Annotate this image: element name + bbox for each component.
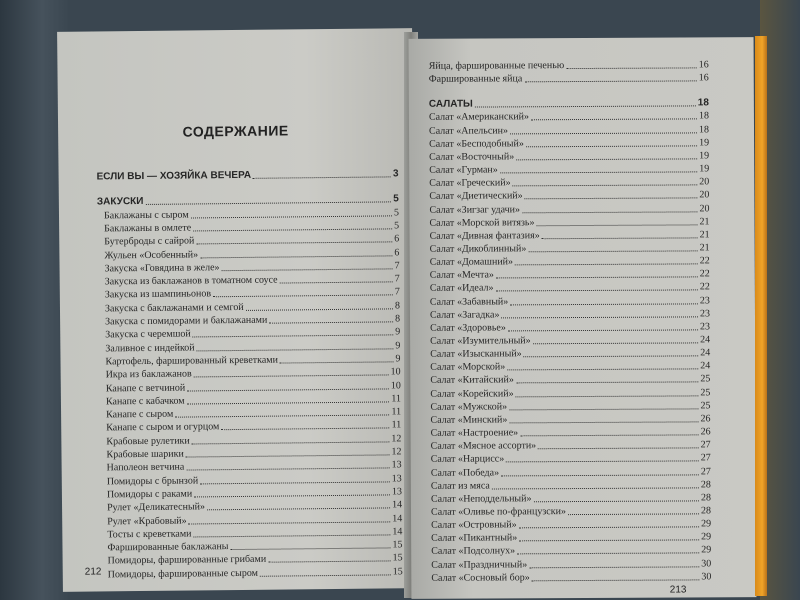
toc-entry-row [431, 505, 711, 518]
toc-entry-page: 13 [391, 486, 402, 498]
toc-entry-title: Салат «Домашний» [429, 256, 514, 268]
toc-entry-title: Закуска из шампиньонов [104, 288, 212, 301]
toc-entry-page: 12 [391, 432, 402, 445]
toc-leader-dots [515, 263, 698, 265]
toc-entry-row [430, 400, 710, 413]
toc-entry-row [429, 72, 709, 85]
toc-entry-title: Салат «Загадка» [429, 309, 500, 321]
toc-section-row [429, 98, 709, 111]
toc-entry-title: Салат «Американский» [428, 111, 530, 124]
toc-entry-page: 7 [394, 273, 400, 285]
toc-entry-page: 18 [698, 110, 709, 122]
toc-entry-title: Салат «Изысканный» [430, 348, 522, 360]
toc-entry-title: Салат «Мясное ассорти» [430, 440, 537, 452]
toc-entry-title: Закуска из баклажанов в томатном соусе [104, 274, 278, 288]
toc-entry-row [430, 321, 710, 334]
toc-leader-dots [506, 461, 699, 463]
toc-entry-row [431, 545, 711, 558]
toc-leader-dots [200, 255, 392, 258]
toc-entry-title: САЛАТЫ [428, 98, 473, 111]
toc-entry-title: Фаршированные баклажаны [107, 541, 229, 554]
toc-entry-row [431, 426, 711, 439]
toc-entry-page: 19 [699, 163, 710, 175]
toc-entry-page: 27 [700, 465, 711, 477]
toc-leader-dots [501, 316, 698, 318]
toc-entry-row [431, 466, 711, 479]
toc-entry-title: Канапе с кабачком [105, 395, 185, 408]
toc-leader-dots [213, 295, 393, 298]
toc-leader-dots [529, 566, 699, 568]
toc-entry-title: Салат «Победа» [430, 466, 500, 479]
right-page [409, 37, 757, 599]
toc-leader-dots [516, 158, 697, 160]
toc-leader-dots [533, 342, 698, 344]
toc-leader-dots [516, 382, 698, 384]
toc-leader-dots [186, 454, 390, 457]
toc-entry-title: Помидоры, фаршированные грибами [107, 554, 267, 567]
toc-entry-row [430, 374, 710, 387]
toc-leader-dots [532, 579, 700, 581]
toc-entry-row [431, 492, 711, 505]
toc-entry-row [429, 124, 709, 137]
toc-entry-title: Салат из мяса [430, 480, 490, 492]
toc-leader-dots [260, 574, 391, 576]
toc-entry-title: Салат «Сосновый бор» [431, 571, 530, 584]
toc-entry-row [430, 295, 710, 308]
toc-leader-dots [492, 487, 699, 489]
toc-entry-page: 23 [699, 294, 710, 306]
toc-entry-page: 21 [699, 215, 710, 228]
toc-entry-title: Салат «Мужской» [430, 401, 508, 413]
toc-entry-title: Салат «Забавный» [429, 295, 509, 308]
toc-entry-row [430, 347, 710, 360]
toc-section-row [97, 168, 399, 183]
toc-leader-dots [193, 228, 392, 231]
toc-entry-page: 29 [701, 544, 712, 556]
toc-leader-dots [519, 526, 699, 528]
toc-entry-page: 28 [700, 492, 711, 504]
toc-leader-dots [197, 348, 394, 351]
toc-entry-title: Закуска с помидорами и баклажанами [105, 314, 268, 328]
toc-entry-row [430, 282, 710, 295]
toc-leader-dots [568, 513, 699, 515]
toc-entry-page: 21 [699, 242, 710, 254]
toc-entry-title: Салат «Зигзаг удачи» [429, 203, 521, 216]
toc-leader-dots [510, 303, 698, 305]
toc-entry-title: Закуска «Говядина в желе» [104, 261, 220, 275]
book-cover-edge [755, 36, 767, 596]
toc-leader-dots [510, 132, 697, 134]
toc-leader-dots [145, 202, 391, 206]
toc-entry-title: Канапе с ветчиной [105, 382, 186, 394]
toc-entry-page: 15 [392, 539, 403, 551]
toc-entry-page: 5 [394, 220, 400, 232]
toc-leader-dots [519, 540, 699, 542]
toc-entry-page: 11 [391, 393, 401, 405]
toc-entry-title: Баклажаны с сыром [103, 209, 189, 221]
toc-entry-title: Канапе с сыром и огурцом [106, 421, 220, 434]
toc-entry-page: 14 [392, 526, 403, 538]
toc-entry-page: 9 [395, 339, 401, 351]
toc-entry-title: Салат «Морской» [430, 361, 506, 374]
toc-entry-row [429, 111, 709, 124]
toc-entry-page: 23 [699, 308, 711, 320]
toc-entry-title: Салат «Подсолнух» [431, 545, 516, 558]
toc-entry-title: Наполеон ветчина [106, 461, 185, 474]
toc-entry-title: Салат «Морской витязь» [429, 216, 535, 229]
toc-leader-dots [524, 81, 696, 83]
toc-entry-page: 25 [700, 386, 711, 398]
toc-entry-page: 29 [701, 518, 712, 530]
toc-entry-page: 10 [390, 379, 401, 391]
toc-entry-title: Салат «Греческий» [429, 177, 511, 189]
toc-entry-title: Салат «Дикоблинный» [429, 243, 527, 255]
toc-entry-row [429, 203, 709, 216]
toc-leader-dots [522, 211, 697, 213]
toc-entry-page: 21 [699, 229, 710, 241]
toc-entry-row [431, 413, 711, 426]
toc-entry-title: Салат «Восточный» [429, 151, 515, 163]
toc-entry-title: Икра из баклажанов [105, 368, 192, 381]
toc-entry-page: 28 [700, 478, 711, 491]
toc-leader-dots [221, 428, 389, 431]
toc-entry-page: 24 [700, 360, 711, 372]
toc-leader-dots [193, 335, 394, 338]
toc-entry-page: 22 [699, 255, 710, 267]
toc-leader-dots [509, 421, 698, 423]
toc-entry-title: Фаршированные яйца [428, 73, 523, 85]
toc-entry-page: 13 [391, 459, 402, 471]
toc-entry-page: 18 [697, 97, 709, 109]
toc-leader-dots [531, 119, 697, 121]
toc-entry-page: 30 [701, 557, 712, 569]
toc-leader-dots [501, 474, 699, 476]
toc-entry-title: Помидоры, фаршированные сыром [107, 567, 258, 581]
toc-leader-dots [525, 198, 698, 200]
toc-entry-row [429, 59, 709, 72]
page-number-right: 213 [669, 584, 687, 596]
toc-leader-dots [517, 553, 699, 555]
toc-entry-page: 22 [699, 281, 710, 293]
toc-entry-title: Помидоры с брынзой [106, 475, 199, 487]
toc-leader-dots [280, 281, 393, 283]
toc-leader-dots [246, 308, 393, 311]
toc-entry-row [430, 242, 710, 255]
toc-entry-page: 28 [700, 505, 712, 517]
toc-leader-dots [538, 448, 699, 450]
toc-entry-page: 26 [700, 426, 711, 438]
toc-entry-title: Салат «Диетический» [429, 190, 523, 203]
toc-entry-title: Салат «Неподдельный» [430, 493, 532, 505]
toc-entry-page: 20 [699, 202, 710, 214]
toc-entry-page: 14 [391, 499, 403, 511]
toc-entry-row [430, 387, 710, 400]
toc-entry-page: 11 [391, 406, 402, 418]
toc-entry-title: Картофель, фаршированный креветками [105, 354, 279, 368]
page-title: СОДЕРЖАНИЕ [182, 122, 289, 140]
toc-entry-row [431, 571, 711, 584]
toc-entry-title: Салат «Островный» [431, 519, 517, 531]
toc-entry-row [429, 190, 709, 203]
toc-entry-title: Помидоры с раками [106, 488, 193, 501]
toc-leader-dots [526, 145, 697, 147]
toc-entry-title: Салат «Пикантный» [431, 532, 518, 545]
toc-entry-page: 9 [395, 353, 401, 365]
toc-entry-page: 7 [394, 286, 400, 298]
toc-entry-row [431, 479, 711, 492]
toc-entry-page: 24 [700, 347, 711, 359]
toc-entry-page: 22 [699, 268, 710, 280]
toc-entry-page: 15 [392, 565, 403, 578]
toc-leader-dots [280, 361, 394, 363]
toc-entry-page: 5 [393, 206, 400, 218]
toc-leader-dots [496, 277, 698, 279]
toc-entry-row [429, 137, 709, 150]
toc-entry-title: Тосты с креветками [107, 528, 192, 541]
left-page [57, 28, 418, 592]
toc-entry-row [430, 255, 710, 268]
toc-leader-dots [268, 561, 390, 563]
toc-entry-page: 8 [394, 299, 401, 312]
toc-leader-dots [194, 375, 389, 378]
toc-entry-page: 7 [394, 260, 400, 272]
toc-entry-title: Салат «Минский» [430, 414, 508, 426]
toc-leader-dots [231, 548, 391, 551]
toc-entry-title: Салат «Китайский» [430, 374, 514, 387]
toc-entry-row [430, 334, 710, 347]
toc-leader-dots [528, 250, 697, 252]
toc-entry-row [430, 229, 710, 242]
toc-entry-page: 27 [700, 439, 711, 451]
toc-entry-page: 24 [700, 334, 711, 346]
toc-entry-title: Яйца, фаршированные печенью [428, 60, 565, 72]
toc-entry-row [431, 558, 711, 571]
toc-entry-row [431, 453, 711, 466]
toc-leader-dots [513, 185, 698, 187]
toc-entry-title: Канапе с сыром [106, 408, 174, 421]
toc-leader-dots [200, 481, 390, 484]
toc-entry-page: 26 [700, 413, 711, 425]
toc-entry-title: Салат «Изумительный» [430, 335, 531, 347]
toc-entry-title: Закуска с баклажанами и семгой [104, 301, 244, 315]
toc-entry-page: 5 [393, 193, 399, 205]
toc-entry-page: 16 [698, 59, 709, 71]
toc-leader-dots [187, 401, 390, 404]
toc-leader-dots [192, 441, 390, 444]
toc-entry-row [430, 269, 710, 282]
toc-entry-page: 10 [390, 366, 401, 378]
toc-leader-dots [509, 408, 698, 410]
toc-leader-dots [508, 329, 698, 331]
toc-entry-row [431, 532, 711, 545]
toc-entry-title: Салат «Гурман» [429, 164, 498, 176]
toc-entry-row [429, 163, 709, 176]
toc-leader-dots [194, 494, 390, 497]
toc-entry-page: 27 [700, 452, 711, 464]
toc-leader-dots [175, 415, 389, 418]
toc-entry-title: Салат «Мечта» [429, 269, 494, 282]
toc-leader-dots [196, 242, 392, 245]
toc-leader-dots [475, 106, 696, 108]
toc-entry-row [430, 308, 710, 321]
toc-entry-title: Салат «Нарцисс» [430, 453, 505, 466]
toc-entry-page: 19 [699, 137, 710, 149]
toc-leader-dots [536, 224, 697, 226]
toc-entry-page: 12 [391, 446, 402, 458]
page-number-left: 212 [84, 566, 102, 578]
toc-leader-dots [269, 321, 393, 323]
toc-leader-dots [566, 67, 696, 69]
toc-entry-title: Салат «Оливье по-французски» [430, 506, 566, 518]
toc-entry-page: 19 [699, 150, 710, 162]
toc-leader-dots [189, 521, 391, 524]
toc-entry-page: 15 [392, 552, 403, 564]
toc-entry-page: 29 [701, 531, 712, 543]
toc-entry-page: 6 [394, 246, 400, 258]
toc-entry-page: 25 [700, 373, 711, 385]
toc-entry-row [430, 361, 710, 374]
toc-entry-title: Крабовые шарики [106, 448, 184, 461]
toc-entry-row [429, 150, 709, 163]
toc-entry-page: 30 [701, 571, 712, 583]
toc-entry-row [431, 518, 711, 531]
toc-leader-dots [524, 356, 699, 358]
toc-entry-title: Салат «Апельсин» [428, 124, 508, 137]
toc-entry-title: Салат «Праздничный» [431, 558, 528, 571]
toc-entry-page: 13 [391, 472, 402, 484]
toc-leader-dots [191, 215, 392, 218]
toc-entry-title: Бутерброды с сайрой [104, 235, 195, 248]
toc-leader-dots [534, 500, 699, 502]
toc-entry-page: 18 [698, 123, 710, 135]
toc-entry-title: Баклажаны в омлете [104, 222, 192, 235]
toc-entry-page: 25 [700, 400, 711, 412]
toc-entry-page: 8 [395, 313, 401, 325]
toc-entry-row [429, 216, 709, 229]
toc-leader-dots [207, 508, 390, 511]
toc-leader-dots [520, 434, 698, 436]
toc-entry-page: 20 [699, 189, 710, 201]
toc-entry-title: Рулет «Деликатесный» [107, 501, 206, 514]
toc-leader-dots [186, 468, 389, 471]
toc-entry-page: 20 [699, 176, 710, 188]
toc-leader-dots [500, 171, 697, 173]
toc-leader-dots [253, 176, 391, 178]
toc-entry-title: ЗАКУСКИ [96, 196, 144, 208]
toc-entry-page: 3 [392, 168, 399, 180]
toc-entry-title: Рулет «Крабовый» [107, 515, 187, 527]
toc-entry-title: Заливное с индейкой [105, 342, 195, 354]
toc-entry-title: Закуска с черемшой [105, 328, 191, 341]
toc-leader-dots [222, 268, 393, 271]
toc-entry-title: Салат «Корейский» [430, 387, 514, 400]
toc-entry-title: ЕСЛИ ВЫ — ХОЗЯЙКА ВЕЧЕРА [96, 169, 252, 183]
toc-entry-title: Крабовые рулетики [106, 435, 190, 448]
toc-entry-page: 9 [395, 326, 401, 338]
toc-leader-dots [194, 534, 391, 537]
toc-entry-page: 11 [391, 419, 402, 431]
toc-entry-page: 14 [392, 512, 403, 524]
toc-entry-title: Салат «Настроение» [430, 427, 519, 439]
toc-leader-dots [542, 237, 698, 239]
toc-leader-dots [495, 290, 697, 292]
toc-entry-row [431, 440, 711, 453]
toc-entry-title: Салат «Дивная фантазия» [429, 230, 540, 242]
toc-entry-page: 6 [394, 233, 400, 245]
toc-entry-row [429, 177, 709, 190]
toc-entry-title: Жульен «Особенный» [104, 248, 199, 261]
toc-entry-title: Салат «Идеал» [429, 282, 494, 295]
toc-leader-dots [187, 388, 389, 391]
toc-entry-page: 23 [700, 321, 711, 333]
toc-entry-title: Салат «Здоровье» [430, 322, 506, 334]
toc-list-right [409, 37, 754, 584]
toc-leader-dots [516, 395, 699, 397]
toc-entry-page: 16 [698, 72, 709, 84]
toc-entry-row [108, 566, 403, 581]
toc-leader-dots [507, 369, 698, 371]
toc-entry-title: Салат «Бесподобный» [429, 138, 524, 150]
